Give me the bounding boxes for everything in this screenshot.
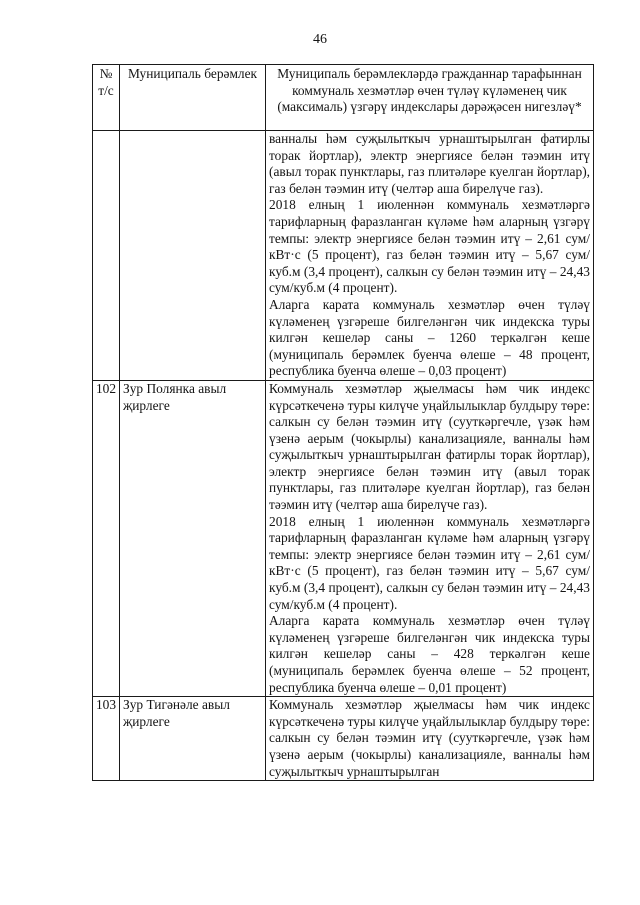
- description-paragraph: Аларга карата коммуналь хезмәтләр өчен түләү күләменең үзгәреше билгеләнгән чик индекска туры килгән кешеләр саны – 428 теркәлгән кеше (муниципаль берәмлек буенча өлеше – 52 процент, республика буенча өлеше – 0,01 процент): [269, 613, 590, 695]
- description-paragraph: 2018 елның 1 июленнән коммуналь хезмәтләргә тарифларның фаразланган күләме һәм аларның үзгәрү темпы: электр энергиясе белән тәэмин итү – 2,61 сум/кВт·с (5 процент), газ белән тәэмин итү – 5,67 сум/куб.м (3,4 процент), салкын су белән тәэмин итү – 24,43 сум/куб.м (4 процент).: [269, 197, 590, 296]
- row-number: 103: [93, 697, 120, 781]
- table-row: [93, 697, 594, 781]
- description-paragraph: Коммуналь хезмәтләр җыелмасы һәм чик индекс күрсәткеченә туры килүче уңайлылыклар булдыру төре: салкын су белән тәэмин итү (сууткәргечле, үзәк һәм үзенә аерым (чокырлы) канализацияле, ванналы һәм суҗылыткыч урнаштырылган фатирлы торак йортлар), электр энергиясе белән тәэмин итү (авыл торак пунктлары, газ плитәләре куелган йортлар), газ белән тәэмин итү (челтәр аша бирелүче газ).: [269, 380, 590, 513]
- header-number: № т/с: [93, 65, 120, 131]
- row-municipality: Зур Полянка авыл җирлеге: [120, 380, 266, 696]
- tariff-index-table: [92, 64, 594, 781]
- header-description: Муниципаль берәмлекләрдә гражданнар тарафыннан коммуналь хезмәтләр өчен түләү күләменең чик (максималь) үзгәрү индекслары дәрәҗәсен нигезләү*: [266, 65, 594, 131]
- page-number: 46: [313, 32, 327, 47]
- table-row: [93, 380, 594, 696]
- table-header-row: [93, 65, 594, 131]
- header-municipality: Муниципаль берәмлек: [120, 65, 266, 131]
- row-description: [266, 697, 594, 781]
- row-municipality: [120, 131, 266, 381]
- description-paragraph: Аларга карата коммуналь хезмәтләр өчен түләү күләменең үзгәреше билгеләнгән чик индекска туры килгән кешеләр саны – 1260 теркәлгән кеше (муниципаль берәмлек буенча өлеше – 48 процент, республика буенча өлеше – 0,03 процент): [269, 296, 590, 379]
- row-municipality: Зур Тигәнәле авыл җирлеге: [120, 697, 266, 781]
- row-number: 102: [93, 380, 120, 696]
- description-paragraph: ванналы һәм суҗылыткыч урнаштырылган фатирлы торак йортлар), электр энергиясе белән тәэмин итү (авыл торак пунктлары, газ плитәләре куелган йортлар), газ белән тәэмин итү (челтәр аша бирелүче газ).: [269, 131, 590, 196]
- table-row: [93, 131, 594, 381]
- row-description: [266, 131, 594, 381]
- description-paragraph: 2018 елның 1 июленнән коммуналь хезмәтләргә тарифларның фаразланган күләме һәм аларның үзгәрү темпы: электр энергиясе белән тәэмин итү – 2,61 сум/кВт·с (5 процент), газ белән тәэмин итү – 5,67 сум/куб.м (3,4 процент), салкын су белән тәэмин итү – 24,43 сум/куб.м (4 процент).: [269, 513, 590, 612]
- row-description: [266, 380, 594, 696]
- row-number: [93, 131, 120, 381]
- description-paragraph: Коммуналь хезмәтләр җыелмасы һәм чик индекс күрсәткеченә туры килүче уңайлылыклар булдыру төре: салкын су белән тәэмин итү (сууткәргечле, үзәк һәм үзенә аерым (чокырлы) канализацияле, ванналы һәм суҗылыткыч урнаштырылган: [269, 697, 590, 779]
